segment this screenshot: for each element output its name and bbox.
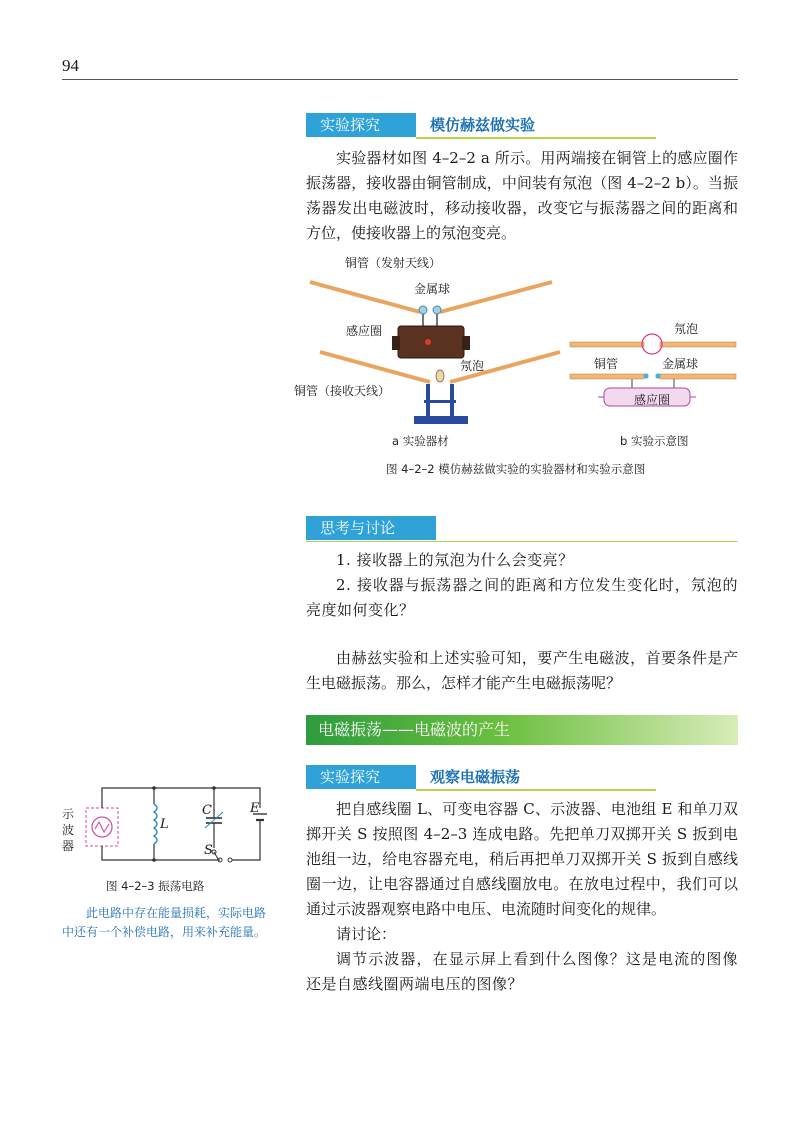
figure-4-2-2-caption: 图 4–2–2 模仿赫兹做实验的实验器材和实验示意图 xyxy=(386,462,646,476)
oscilloscope-label xyxy=(62,806,74,854)
figure-4-2-2 xyxy=(290,252,750,437)
b-copper-top-right xyxy=(660,342,736,347)
osc-char-1: 示 xyxy=(62,807,75,821)
section-heading-experiment-2 xyxy=(306,765,656,789)
metal-ball-right xyxy=(433,306,441,314)
b-copper-bottom-left xyxy=(570,374,644,379)
label-L: L xyxy=(160,817,169,832)
label-b-metal-ball: 金属球 xyxy=(662,357,699,371)
figure-caption-b: b 实验示意图 xyxy=(620,434,689,448)
think-question-2: 2. 接收器与振荡器之间的距离和方位发生变化时，氖泡的亮度如何变化？ xyxy=(306,576,738,619)
receiver-stand xyxy=(414,416,468,424)
label-induction-coil: 感应圈 xyxy=(346,324,383,338)
think-discuss-tag: 思考与讨论 xyxy=(306,516,436,540)
think-discuss-rule xyxy=(306,541,738,542)
experiment-2-paragraph: 把自感线圈 L、可变电容器 C、示波器、电池组 E 和单刀双掷开关 S 按照图 4–2–3 连成电路。先把单刀双掷开关 S 扳到电池组一边，给电容器充电，稍后再把单刀双掷开关 S 扳到自感线圈一边，让电容器通过自感线圈放电。在放电过程中，我们可以通过示波器观察电路中电压、电流随时间变化的规律。 xyxy=(306,800,738,918)
page-number: 94 xyxy=(62,56,79,75)
osc-char-2: 波 xyxy=(62,823,75,837)
section-heading-experiment-1 xyxy=(306,113,656,137)
section-title: 观察电磁振荡 xyxy=(430,768,521,786)
label-C: C xyxy=(202,803,212,818)
label-metal-ball: 金属球 xyxy=(414,282,451,296)
label-copper-receive: 铜管（接收天线） xyxy=(294,384,391,398)
transmit-antenna-right xyxy=(440,282,552,312)
discuss-text: 调节示波器，在显示屏上看到什么图像？这是电流的图像还是自感线圈两端电压的图像？ xyxy=(306,950,738,993)
osc-char-3: 器 xyxy=(62,839,75,853)
section-rule xyxy=(416,137,656,139)
transition-paragraph: 由赫兹实验和上述实验可知，要产生电磁波，首要条件是产生电磁振荡。那么，怎样才能产生电磁振荡呢？ xyxy=(306,649,738,692)
b-copper-top-left xyxy=(570,342,644,347)
transmit-antenna-left xyxy=(310,282,420,312)
metal-ball-left xyxy=(419,306,427,314)
neon-bulb xyxy=(436,370,444,382)
section-tag: 实验探究 xyxy=(306,113,416,137)
figure-caption-a: a 实验器材 xyxy=(392,434,449,448)
label-neon: 氖泡 xyxy=(460,359,485,373)
experiment-1-paragraph: 实验器材如图 4–2–2 a 所示。用两端接在铜管上的感应圈作振荡器，接收器由铜管制成，中间装有氖泡（图 4–2–2 b）。当振荡器发出电磁波时，移动接收器，改变它与振荡器之间的距离和方位，使接收器上的氖泡变亮。 xyxy=(306,149,738,242)
label-b-neon: 氖泡 xyxy=(674,322,699,336)
label-b-copper: 铜管 xyxy=(594,357,619,371)
b-copper-bottom-right xyxy=(660,374,736,379)
label-S: S xyxy=(204,843,213,858)
section-tag: 实验探究 xyxy=(306,765,416,789)
label-b-coil: 感应圈 xyxy=(634,393,671,407)
section-rule xyxy=(416,789,656,791)
discuss-label: 请讨论： xyxy=(336,925,397,943)
side-note: 此电路中存在能量损耗，实际电路中还有一个补偿电路，用来补充能量。 xyxy=(62,906,267,939)
label-copper-transmit: 铜管（发射天线） xyxy=(345,256,442,270)
section-band-title: 电磁振荡——电磁波的产生 xyxy=(318,720,511,739)
b-neon-circle xyxy=(642,334,662,354)
think-question-1: 1. 接收器上的氖泡为什么会变亮？ xyxy=(336,551,574,569)
label-E: E xyxy=(250,801,260,816)
figure-4-2-3-caption: 图 4–2–3 振荡电路 xyxy=(106,879,205,893)
section-title: 模仿赫兹做实验 xyxy=(430,116,536,134)
header-rule xyxy=(62,79,738,80)
